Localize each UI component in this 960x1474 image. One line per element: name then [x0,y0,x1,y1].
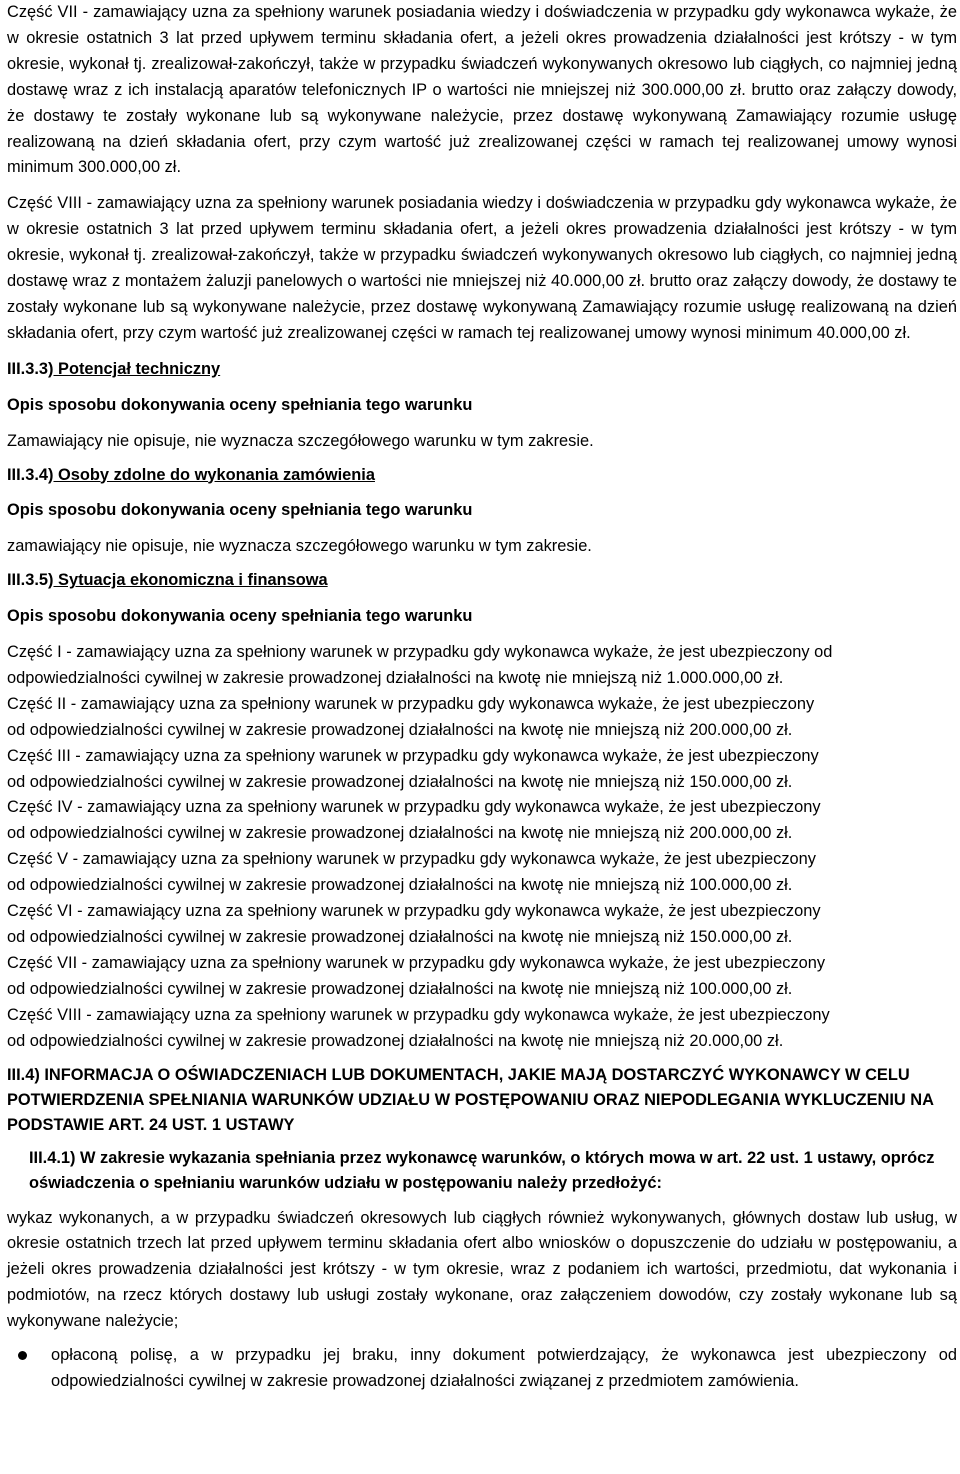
section-number: III.3.3) [7,359,54,378]
insurance-part-viii-line2: od odpowiedzialności cywilnej w zakresie prowadzonej działalności na kwotę nie mniejszą niż 20.000,00 zł. [7,1031,784,1050]
insurance-part-iv-line2: od odpowiedzialności cywilnej w zakresie prowadzonej działalności na kwotę nie mniejszą niż 200.000,00 zł. [7,824,793,843]
section-341-heading: III.4.1) W zakresie wykazania spełniania przez wykonawcę warunków, o których mowa w art. 22 ust. 1 ustawy, oprócz oświadczenia o spełnianiu warunków udziału w postępowaniu należy przedłożyć: [29,1148,935,1192]
bullet-icon [18,1351,27,1360]
insurance-part-iii-line1: Część III - zamawiający uzna za spełniony warunek w przypadku gdy wykonawca wykaże, że jest ubezpieczony [7,746,819,765]
section-number: III.3.4) [7,465,54,484]
insurance-part-v-line2: od odpowiedzialności cywilnej w zakresie prowadzonej działalności na kwotę nie mniejszą niż 100.000,00 zł. [7,876,793,895]
insurance-part-i-line2: odpowiedzialności cywilnej w zakresie prowadzonej działalności na kwotę nie mniejszą niż 1.000.000,00 zł. [7,668,784,687]
insurance-parts-list [7,640,957,1055]
required-documents-list [7,1343,957,1395]
section-334-text: zamawiający nie opisuje, nie wyznacza szczegółowego warunku w tym zakresie. [7,537,592,556]
insurance-part-ii-line1: Część II - zamawiający uzna za spełniony warunek w przypadku gdy wykonawca wykaże, że jest ubezpieczony [7,694,815,713]
method-heading: Opis sposobu dokonywania oceny spełniania tego warunku [7,607,473,626]
paragraph-part-vii-experience: Część VII - zamawiający uzna za spełniony warunek posiadania wiedzy i doświadczenia w przypadku gdy wykonawca wykaże, że w okresie ostatnich 3 lat przed upływem terminu składania ofert, a jeżeli okres prowadzenia działalności jest krótszy - w tym okresie, wykonał tj. zrealizował-zakończył, także w przypadku świadczeń wykonywanych okresowo lub ciągłych, co najmniej jedną dostawę wraz z ich instalacją aparatów telefonicznych IP o wartości nie mniejszej niż 300.000,00 zł. brutto oraz załączy dowody, że dostawy te zostały wykonane lub są wykonywane należycie, przez dostawę wykonywaną Zamawiający rozumie usługę realizowaną na dzień składania ofert, przy czym wartość już zrealizowanej części w ramach tej realizowanej umowy wynosi minimum 300.000,00 zł. [7,3,957,177]
document-page [7,0,957,1395]
section-title: Potencjał techniczny [53,359,221,378]
paragraph-part-viii-experience: Część VIII - zamawiający uzna za spełniony warunek posiadania wiedzy i doświadczenia w przypadku gdy wykonawca wykaże, że w okresie ostatnich 3 lat przed upływem terminu składania ofert, a jeżeli okres prowadzenia działalności jest krótszy - w tym okresie, wykonał tj. zrealizował-zakończył, także w przypadku świadczeń wykonywanych okresowo lub ciągłych, co najmniej jedną dostawę wraz z montażem żaluzji panelowych o wartości nie mniejszej niż 40.000,00 zł. brutto oraz załączy dowody, że dostawy te zostały wykonane lub są wykonywane należycie, przez dostawę wykonywaną Zamawiający rozumie usługę realizowaną na dzień składania ofert, przy czym wartość już zrealizowanej części w ramach tej realizowanej umowy wynosi minimum 40.000,00 zł. [7,194,957,342]
section-333-heading [7,357,957,383]
insurance-part-i-line1: Część I - zamawiający uzna za spełniony warunek w przypadku gdy wykonawca wykaże, że jest ubezpieczony od [7,643,833,662]
list-item [7,1343,957,1395]
section-title: Sytuacja ekonomiczna i finansowa [53,571,328,590]
section-335-heading [7,568,957,594]
insurance-part-iv-line1: Część IV - zamawiający uzna za spełniony warunek w przypadku gdy wykonawca wykaże, że jest ubezpieczony [7,798,821,817]
insurance-part-vii-line2: od odpowiedzialności cywilnej w zakresie prowadzonej działalności na kwotę nie mniejszą niż 100.000,00 zł. [7,979,793,998]
insurance-part-viii-line1: Część VIII - zamawiający uzna za spełniony warunek w przypadku gdy wykonawca wykaże, że jest ubezpieczony [7,1005,830,1024]
section-341-paragraph: wykaz wykonanych, a w przypadku świadczeń okresowych lub ciągłych również wykonywanych, głównych dostaw lub usług, w okresie ostatnich trzech lat przed upływem terminu składania ofert albo wniosków o dopuszczenie do udziału w postępowaniu, a jeżeli okres prowadzenia działalności jest krótszy - w tym okresie, wraz z podaniem ich wartości, przedmiotu, dat wykonania i podmiotów, na rzecz których dostawy lub usługi zostały wykonane, oraz załączeniem dowodów, czy zostały wykonane lub są wykonywane należycie; [7,1208,957,1331]
method-heading: Opis sposobu dokonywania oceny spełniania tego warunku [7,501,473,520]
section-333-text: Zamawiający nie opisuje, nie wyznacza szczegółowego warunku w tym zakresie. [7,431,594,450]
insurance-part-iii-line2: od odpowiedzialności cywilnej w zakresie prowadzonej działalności na kwotę nie mniejszą niż 150.000,00 zł. [7,772,793,791]
section-34-heading: III.4) INFORMACJA O OŚWIADCZENIACH LUB DOKUMENTACH, JAKIE MAJĄ DOSTARCZYĆ WYKONAWCY W CELU POTWIERDZENIA SPEŁNIANIA WARUNKÓW UDZIAŁU W POSTĘPOWANIU ORAZ NIEPODLEGANIA WYKLUCZENIU NA PODSTAWIE ART. 24 UST. 1 USTAWY [7,1065,934,1134]
section-title: Osoby zdolne do wykonania zamówienia [53,465,375,484]
method-heading: Opis sposobu dokonywania oceny spełniania tego warunku [7,395,473,414]
insurance-part-vi-line2: od odpowiedzialności cywilnej w zakresie prowadzonej działalności na kwotę nie mniejszą niż 150.000,00 zł. [7,928,793,946]
insurance-part-v-line1: Część V - zamawiający uzna za spełniony warunek w przypadku gdy wykonawca wykaże, że jest ubezpieczony [7,850,816,869]
insurance-part-vii-line1: Część VII - zamawiający uzna za spełniony warunek w przypadku gdy wykonawca wykaże, że jest ubezpieczony [7,953,826,972]
insurance-part-ii-line2: od odpowiedzialności cywilnej w zakresie prowadzonej działalności na kwotę nie mniejszą niż 200.000,00 zł. [7,720,793,739]
section-334-heading [7,463,957,489]
section-number: III.3.5) [7,571,54,590]
insurance-part-vi-line1: Część VI - zamawiający uzna za spełniony warunek w przypadku gdy wykonawca wykaże, że jest ubezpieczony [7,902,821,921]
list-item-text: opłaconą polisę, a w przypadku jej braku, inny dokument potwierdzający, że wykonawca jest ubezpieczony od odpowiedzialności cywilnej w zakresie prowadzonej działalności związanej z przedmiotem zamówienia. [51,1346,957,1390]
